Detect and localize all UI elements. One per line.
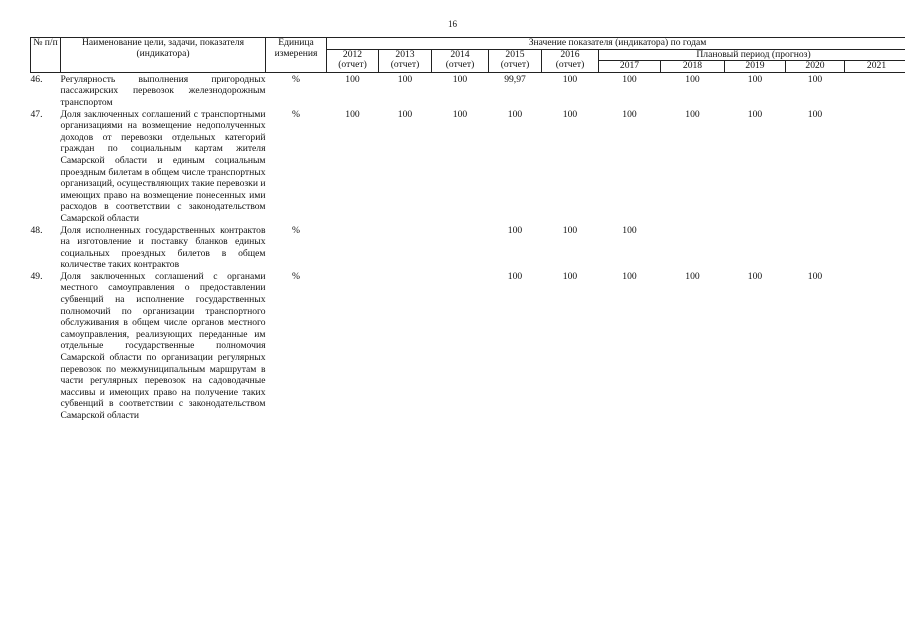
header-value-group: Значение показателя (индикатора) по годам — [327, 38, 905, 50]
value-2021 — [845, 72, 905, 108]
value-2014: 100 — [452, 108, 468, 120]
value-2014: 100 — [452, 73, 468, 85]
value-2019 — [725, 225, 786, 271]
row-number: 47. — [30, 108, 43, 120]
value-2017: 100 — [622, 73, 637, 85]
value-2014 — [432, 225, 489, 271]
value-2019: 100 — [747, 73, 763, 85]
value-2020: 100 — [807, 73, 823, 85]
row-number: 46. — [30, 73, 43, 85]
value-2016: 100 — [562, 270, 578, 282]
value-2018: 100 — [685, 270, 700, 282]
value-2016: 100 — [562, 108, 578, 120]
header-year-2016: 2016 (отчет) — [542, 49, 599, 72]
value-2012 — [327, 271, 379, 422]
header-name: Наименование цели, задачи, показателя (индикатора) — [61, 38, 266, 73]
indicator-name: Доля заключенных соглашений с транспортными организациями на возмещение недополученных доходов от перевозки отдельных категорий граждан по социальным картам жителя Самарской области и единым социальным проездным билетам в общем числе транспортных организаций, осуществляющих такие перевозки и имеющих право на возмещение понесенных ими расходов в соответствии с законодательством Самарской области — [60, 108, 266, 224]
header-year-2015: 2015 (отчет) — [489, 49, 542, 72]
value-2017: 100 — [622, 108, 637, 120]
indicator-name: Доля исполненных государственных контрактов на изготовление и поставку бланков единых социальных проездных билетов в общем количестве таких контрактов — [60, 224, 266, 271]
header-unit: Единица измерения — [266, 38, 327, 73]
value-2015: 100 — [507, 108, 523, 120]
value-2021 — [845, 225, 905, 271]
unit: % — [292, 224, 300, 236]
value-2015: 100 — [507, 224, 523, 236]
value-2015: 100 — [507, 270, 523, 282]
indicator-table — [30, 37, 905, 422]
header-year-2019: 2019 — [725, 61, 786, 73]
header-year-2017: 2017 — [599, 61, 661, 73]
value-2020 — [786, 225, 845, 271]
value-2012 — [327, 225, 379, 271]
header-year-2018: 2018 — [661, 61, 725, 73]
value-2019: 100 — [747, 108, 763, 120]
value-2021 — [845, 109, 905, 225]
table-row — [31, 109, 905, 225]
header-year-2013: 2013 (отчет) — [379, 49, 432, 72]
table-row — [31, 271, 905, 422]
value-2016: 100 — [562, 73, 578, 85]
value-2013 — [379, 225, 432, 271]
header-year-2014: 2014 (отчет) — [432, 49, 489, 72]
value-2020: 100 — [807, 270, 823, 282]
unit: % — [292, 270, 300, 282]
header-year-2021: 2021 — [845, 61, 905, 73]
value-2017: 100 — [622, 224, 637, 236]
value-2019: 100 — [747, 270, 763, 282]
page-number: 16 — [448, 19, 457, 29]
value-2013: 100 — [397, 73, 413, 85]
value-2015: 99,97 — [504, 73, 526, 85]
unit: % — [292, 108, 300, 120]
indicator-name: Регулярность выполнения пригородных пассажирских перевозок железнодорожным транспортом — [60, 73, 266, 108]
value-2020: 100 — [807, 108, 823, 120]
row-number: 48. — [30, 224, 43, 236]
value-2012: 100 — [345, 73, 360, 85]
value-2018: 100 — [685, 108, 700, 120]
unit: % — [292, 73, 300, 85]
value-2021 — [845, 271, 905, 422]
table-row — [31, 225, 905, 271]
value-2014 — [432, 271, 489, 422]
header-year-2020: 2020 — [786, 61, 845, 73]
value-2017: 100 — [622, 270, 637, 282]
header-num: № п/п — [31, 38, 61, 73]
table-row — [31, 72, 905, 108]
value-2016: 100 — [562, 224, 578, 236]
value-2018 — [661, 225, 725, 271]
value-2013: 100 — [397, 108, 413, 120]
header-year-2012: 2012 (отчет) — [327, 49, 379, 72]
value-2018: 100 — [685, 73, 700, 85]
header-plan-group: Плановый период (прогноз) — [599, 49, 905, 61]
value-2012: 100 — [345, 108, 360, 120]
row-number: 49. — [30, 270, 43, 282]
indicator-name: Доля заключенных соглашений с органами местного самоуправления о предоставлении субвенций на исполнение государственных полномочий по организации транспортного обслуживания в общем числе органов местного самоуправления, реализующих переданные им отдельные государственные полномочия Самарской области по организации регулярных перевозок по межмуниципальным маршрутам в части регулярных перевозок на садоводачные массивы и имеющих право на получение таких субвенций в соответствии с законодательством Самарской области — [60, 270, 266, 421]
value-2013 — [379, 271, 432, 422]
